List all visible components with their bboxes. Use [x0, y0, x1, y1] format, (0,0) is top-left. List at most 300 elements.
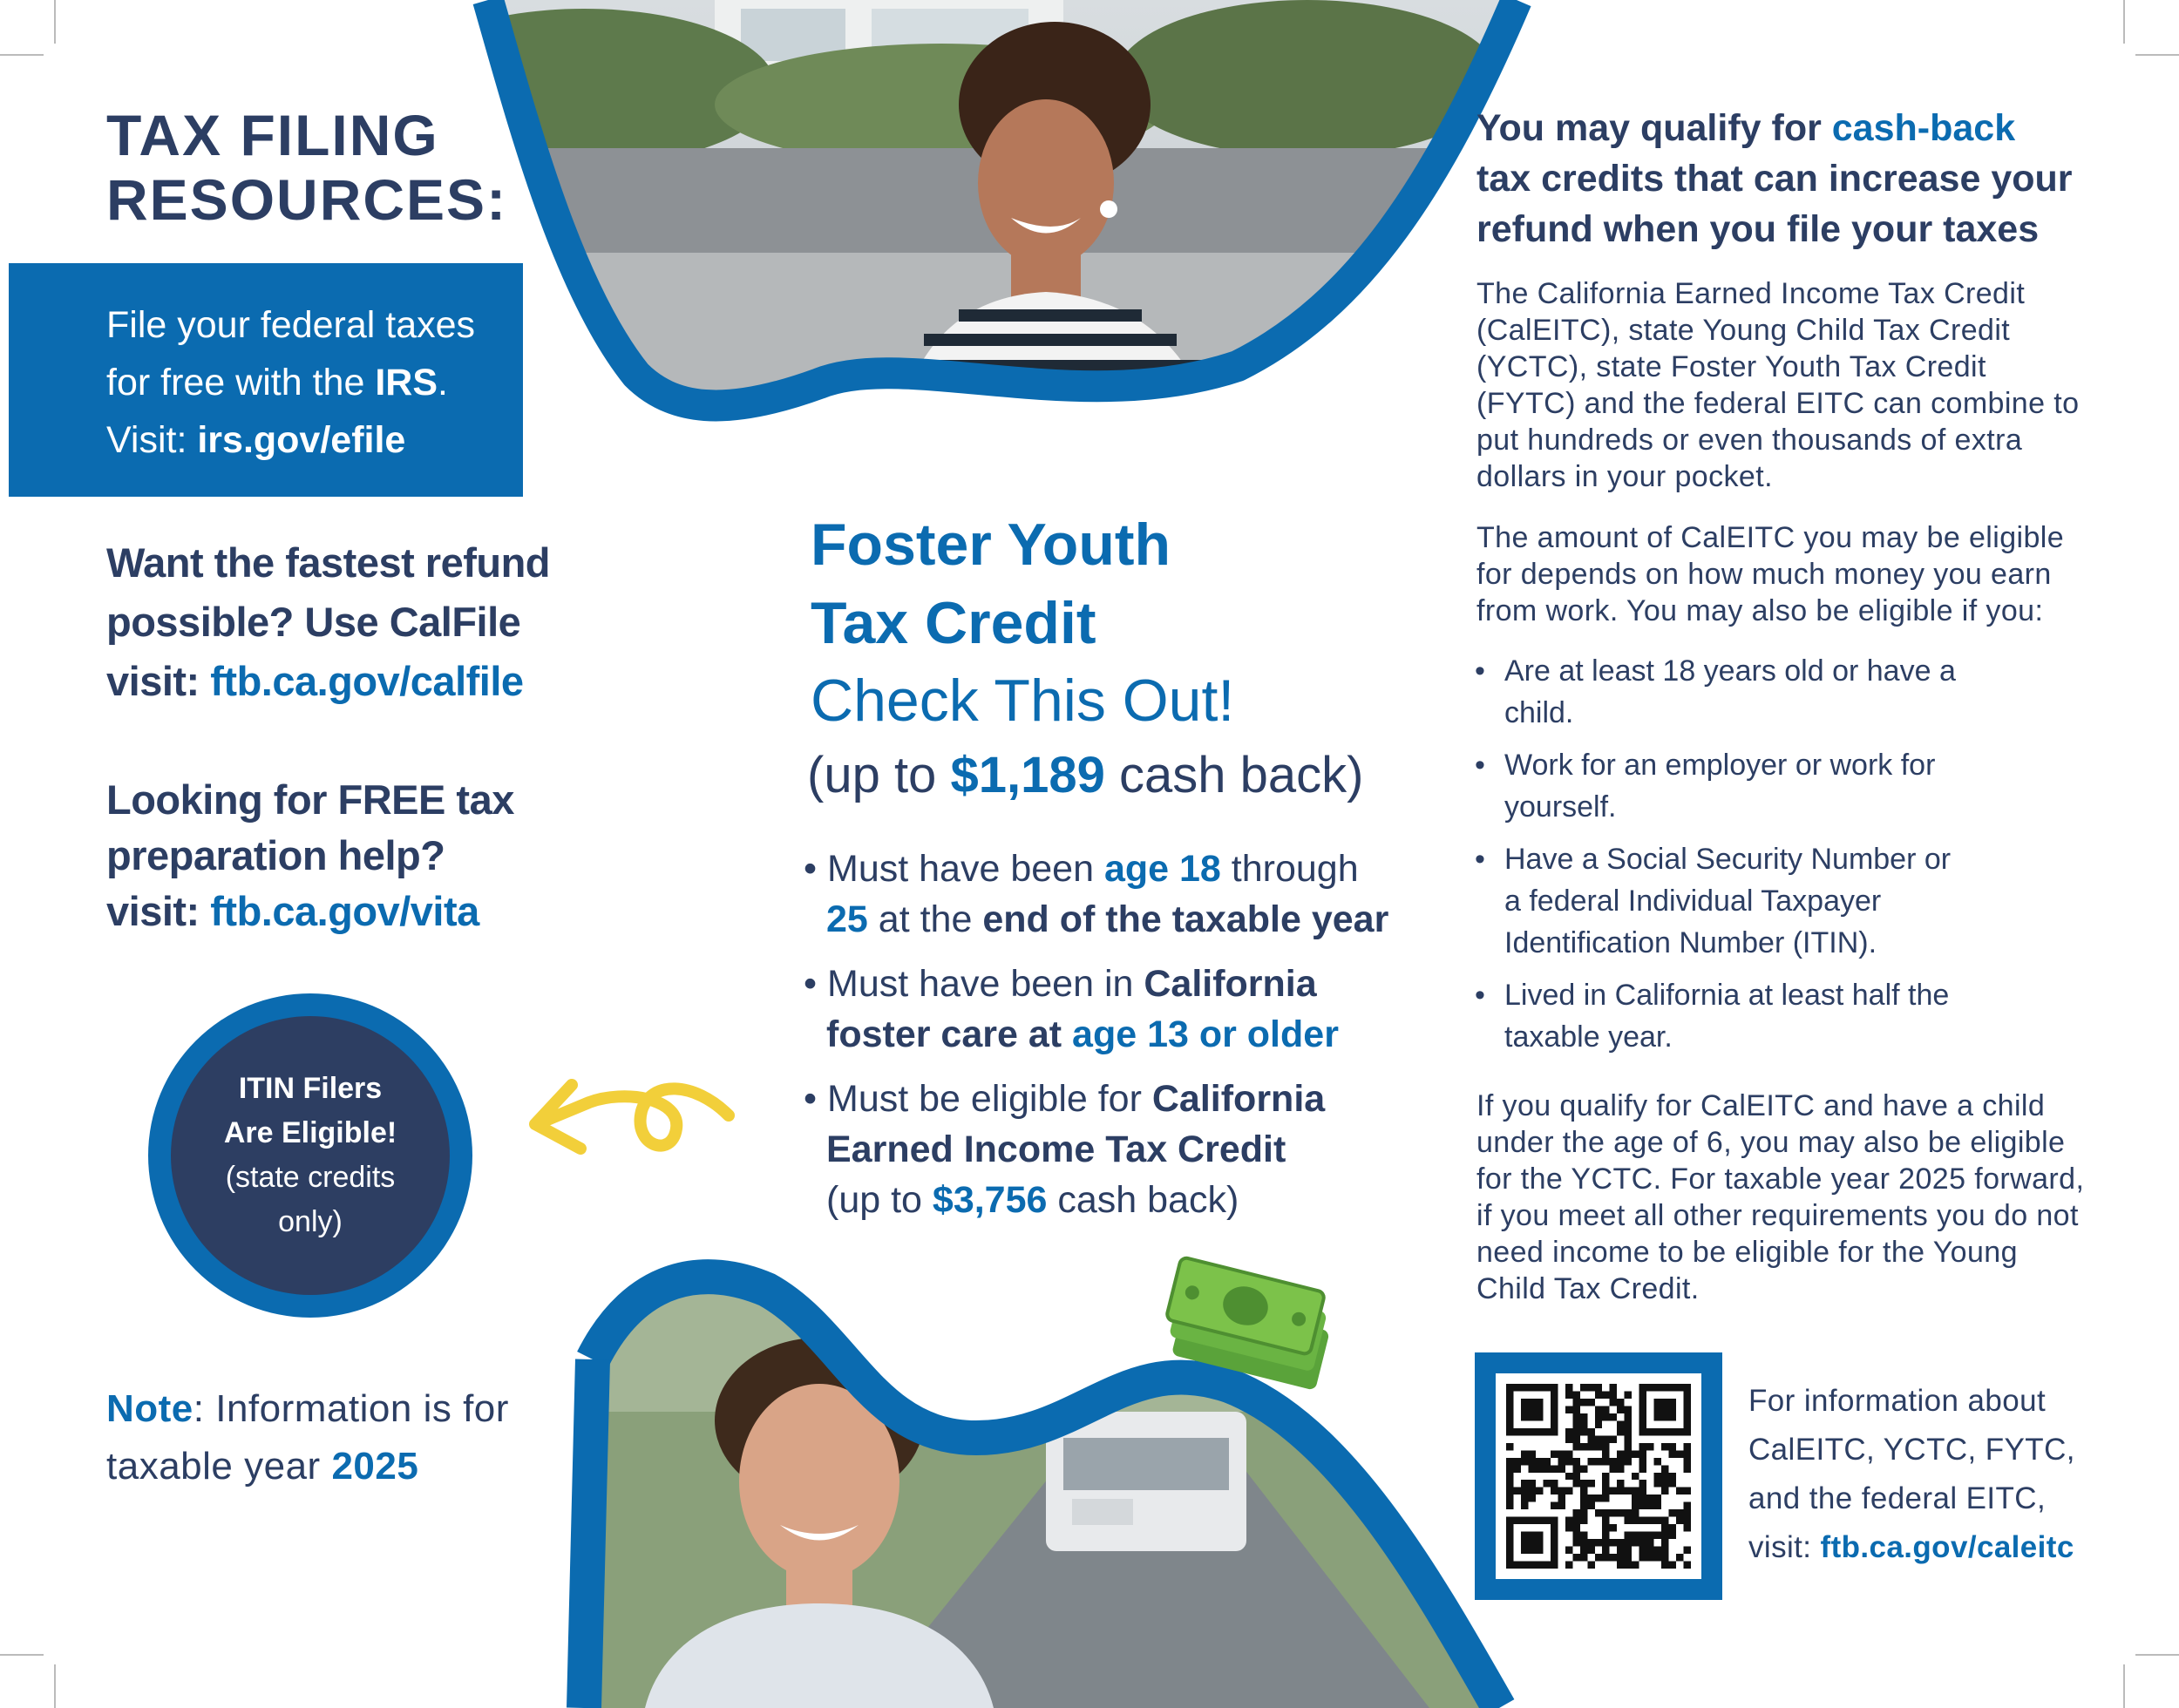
qr-module [1536, 1465, 1543, 1472]
qr-module [1684, 1465, 1691, 1472]
qr-module [1521, 1458, 1528, 1465]
qr-module [1646, 1547, 1653, 1554]
req-text: Must be eligible for [827, 1078, 1152, 1120]
qr-module [1580, 1509, 1587, 1516]
qr-module [1580, 1502, 1587, 1509]
qr-module [1646, 1539, 1653, 1546]
qr-module [1632, 1517, 1639, 1524]
qr-module [1684, 1450, 1691, 1457]
qr-module [1639, 1443, 1646, 1450]
qr-module [1572, 1532, 1579, 1539]
vita-line: Looking for FREE tax [106, 776, 514, 823]
qr-module [1602, 1480, 1609, 1487]
qr-module [1639, 1450, 1646, 1457]
qr-module [1565, 1488, 1572, 1494]
qr-module [1513, 1458, 1520, 1465]
qr-module [1610, 1384, 1617, 1391]
cash-text: cash back) [1104, 747, 1364, 803]
cash-text: (up to [807, 747, 951, 803]
qr-module [1654, 1473, 1661, 1480]
vita-link[interactable]: ftb.ca.gov/vita [210, 888, 479, 934]
qr-module [1565, 1524, 1572, 1531]
qr-module [1521, 1502, 1528, 1509]
qr-module [1661, 1562, 1668, 1569]
vita-block [106, 772, 560, 939]
qr-module [1661, 1532, 1668, 1539]
qr-module [1602, 1406, 1609, 1413]
cash-back-heading [1476, 103, 2104, 254]
cash-stack-icon [1156, 1251, 1349, 1391]
qr-module [1572, 1391, 1579, 1398]
qr-module [1513, 1488, 1520, 1494]
qr-module [1617, 1539, 1624, 1546]
req-highlight: age 18 [1103, 848, 1221, 890]
qr-module [1639, 1494, 1646, 1501]
qr-module [1565, 1473, 1572, 1480]
qr-module [1572, 1480, 1579, 1487]
qr-module [1536, 1488, 1543, 1494]
fytc-title-line: Tax Credit [811, 590, 1096, 656]
fytc-requirement-caleitc: • Must be eligible for California Earned Income Tax Credit (up to $3,756 cash back) [804, 1078, 1326, 1221]
qr-module [1654, 1547, 1661, 1554]
qr-module [1661, 1480, 1668, 1487]
qr-module [1632, 1473, 1639, 1480]
qr-module [1565, 1384, 1572, 1391]
list-item: • Have a Social Security Number or a federal Individual Taxpayer Identification Number (ITIN). [1475, 838, 1975, 964]
qr-module [1558, 1458, 1565, 1465]
qr-module [1669, 1524, 1676, 1531]
qr-module [1565, 1450, 1572, 1457]
qr-module [1625, 1539, 1632, 1546]
qr-module [1536, 1458, 1543, 1465]
qr-module [1558, 1450, 1565, 1457]
crop-mark [2123, 0, 2125, 44]
itin-line: Are Eligible! [223, 1116, 397, 1149]
qr-module [1551, 1450, 1558, 1457]
req-bold: end of the taxable year [982, 898, 1389, 940]
qr-module [1625, 1509, 1632, 1516]
qr-module [1602, 1554, 1609, 1561]
qr-module [1602, 1391, 1609, 1398]
qr-module [1602, 1494, 1609, 1501]
qr-module [1684, 1509, 1691, 1516]
qr-module [1595, 1420, 1602, 1427]
yellow-arrow-icon [519, 1063, 746, 1176]
qr-module [1506, 1465, 1513, 1472]
qr-module [1676, 1509, 1683, 1516]
qr-module [1551, 1502, 1558, 1509]
qr-module [1661, 1539, 1668, 1546]
qr-module [1661, 1443, 1668, 1450]
qr-module [1595, 1509, 1602, 1516]
qr-module [1580, 1465, 1587, 1472]
qr-module [1639, 1532, 1646, 1539]
req-text: through [1220, 848, 1359, 890]
qr-module [1521, 1488, 1528, 1494]
qr-module [1528, 1488, 1535, 1494]
fytc-requirement-foster-care: • Must have been in California foster care at age 13 or older [804, 963, 1339, 1055]
qr-module [1506, 1480, 1513, 1487]
qr-module [1580, 1547, 1587, 1554]
qr-module [1610, 1399, 1617, 1406]
qr-module [1580, 1413, 1587, 1420]
qr-module [1661, 1547, 1668, 1554]
qr-module [1528, 1450, 1535, 1457]
req-highlight: 25 [826, 898, 868, 940]
yctc-paragraph: If you qualify for CalEITC and have a child under the age of 6, you may also be eligible for the YCTC. For taxable year 2025 forward, if you meet all other requirements you do not need income to be eligible for the Young Child Tax Credit. [1476, 1089, 2085, 1305]
qr-info-line: and the federal EITC, [1748, 1481, 2047, 1515]
qr-module [1625, 1554, 1632, 1561]
vita-line [106, 884, 560, 939]
qr-module [1602, 1539, 1609, 1546]
qr-module [1602, 1509, 1609, 1516]
qr-module [1595, 1391, 1602, 1398]
qr-module [1587, 1494, 1594, 1501]
qr-module [1572, 1435, 1579, 1442]
calfile-link[interactable]: ftb.ca.gov/calfile [210, 658, 524, 704]
qr-module [1625, 1458, 1632, 1465]
qr-module [1580, 1399, 1587, 1406]
qr-module [1617, 1450, 1624, 1457]
qr-module [1565, 1458, 1572, 1465]
qr-module [1565, 1517, 1572, 1524]
qr-module [1595, 1413, 1602, 1420]
qr-module [1572, 1509, 1579, 1516]
qr-module [1602, 1517, 1609, 1524]
heading-line: tax credits that can increase your [1476, 158, 2073, 200]
qr-module [1617, 1554, 1624, 1561]
qr-module [1676, 1488, 1683, 1494]
qr-module [1602, 1443, 1609, 1450]
qr-module [1506, 1494, 1513, 1501]
qr-module [1595, 1406, 1602, 1413]
qr-module [1639, 1502, 1646, 1509]
qr-module [1639, 1465, 1646, 1472]
qr-module [1587, 1539, 1594, 1546]
qr-module [1610, 1391, 1617, 1398]
calfile-line [106, 652, 560, 711]
qr-module [1639, 1458, 1646, 1465]
note-line [106, 1380, 594, 1438]
qr-module [1610, 1413, 1617, 1420]
qr-module [1551, 1480, 1558, 1487]
qr-module [1543, 1480, 1550, 1487]
calfile-line: possible? Use CalFile [106, 599, 521, 645]
qr-module [1625, 1443, 1632, 1450]
qr-module [1565, 1562, 1572, 1569]
qr-module [1528, 1494, 1535, 1501]
qr-module [1580, 1420, 1587, 1427]
qr-module [1617, 1480, 1624, 1487]
qr-module [1632, 1450, 1639, 1457]
irs-text: Visit: [106, 419, 198, 461]
qr-module [1528, 1458, 1535, 1465]
qr-module [1572, 1473, 1579, 1480]
qr-module [1558, 1465, 1565, 1472]
qr-module [1572, 1443, 1579, 1450]
qr-finder [1521, 1399, 1543, 1420]
qr-module [1625, 1391, 1632, 1398]
qr-module [1528, 1465, 1535, 1472]
qr-module [1587, 1435, 1594, 1442]
qr-module [1639, 1547, 1646, 1554]
qr-module [1684, 1488, 1691, 1494]
eligibility-list [1475, 650, 2085, 1068]
qr-module [1580, 1384, 1587, 1391]
heading-line [1476, 103, 2104, 153]
req-bold: California [1144, 963, 1317, 1005]
qr-module [1602, 1547, 1609, 1554]
qr-module [1676, 1554, 1683, 1561]
qr-module [1558, 1488, 1565, 1494]
qr-module [1632, 1539, 1639, 1546]
qr-code[interactable] [1506, 1384, 1691, 1569]
qr-module [1572, 1524, 1579, 1531]
qr-module [1602, 1524, 1609, 1531]
qr-module [1625, 1517, 1632, 1524]
qr-module [1572, 1465, 1579, 1472]
qr-module [1602, 1435, 1609, 1442]
qr-module [1654, 1480, 1661, 1487]
irs-efile-box [9, 263, 523, 497]
qr-module [1654, 1458, 1661, 1465]
qr-module [1676, 1450, 1683, 1457]
crop-mark [54, 0, 56, 44]
irs-line: File your federal taxes [106, 304, 476, 346]
qr-module [1580, 1539, 1587, 1546]
qr-info-line [1748, 1523, 2097, 1572]
qr-module [1625, 1562, 1632, 1569]
qr-module [1669, 1562, 1676, 1569]
caleitc-link[interactable]: ftb.ca.gov/caleitc [1820, 1530, 2074, 1564]
qr-module [1587, 1384, 1594, 1391]
qr-module [1646, 1494, 1653, 1501]
resources-title-line: TAX FILING [106, 103, 439, 167]
list-item: • Are at least 18 years old or have a child. [1475, 650, 1975, 734]
qr-module [1572, 1399, 1579, 1406]
qr-module [1602, 1532, 1609, 1539]
itin-line: ITIN Filers [238, 1072, 383, 1105]
qr-module [1521, 1494, 1528, 1501]
qr-module [1587, 1443, 1594, 1450]
qr-module [1580, 1480, 1587, 1487]
crop-mark [2135, 1654, 2179, 1656]
qr-module [1684, 1517, 1691, 1524]
qr-module [1661, 1465, 1668, 1472]
qr-module [1558, 1494, 1565, 1501]
vita-text: visit: [106, 888, 211, 934]
qr-module [1617, 1488, 1624, 1494]
qr-module [1572, 1413, 1579, 1420]
qr-module [1617, 1406, 1624, 1413]
qr-module [1587, 1562, 1594, 1569]
qr-module [1513, 1465, 1520, 1472]
qr-module [1602, 1450, 1609, 1457]
qr-module [1617, 1420, 1624, 1427]
qr-module [1625, 1435, 1632, 1442]
qr-module [1639, 1539, 1646, 1546]
qr-module [1625, 1450, 1632, 1457]
qr-module [1580, 1494, 1587, 1501]
qr-module [1506, 1488, 1513, 1494]
vita-line: preparation help? [106, 832, 445, 878]
list-item: • Lived in California at least half the taxable year. [1475, 974, 1975, 1058]
qr-module [1654, 1517, 1661, 1524]
itin-badge [171, 1016, 450, 1295]
req-highlight: $3,756 [932, 1179, 1048, 1221]
qr-module [1625, 1420, 1632, 1427]
caleitc-eligibility-paragraph: The amount of CalEITC you may be eligible for depends on how much money you earn from work. You may also be eligible if you: [1476, 521, 2065, 627]
qr-module [1595, 1494, 1602, 1501]
qr-module [1558, 1502, 1565, 1509]
cash-amount: $1,189 [950, 747, 1105, 803]
calfile-block [106, 533, 560, 711]
qr-finder [1654, 1399, 1676, 1420]
qr-module [1595, 1554, 1602, 1561]
qr-module [1587, 1480, 1594, 1487]
calfile-text: visit: [106, 658, 211, 704]
qr-module [1669, 1443, 1676, 1450]
qr-module [1565, 1406, 1572, 1413]
req-text: at the [867, 898, 983, 940]
crop-mark [0, 1654, 44, 1656]
qr-module [1661, 1517, 1668, 1524]
qr-module [1654, 1502, 1661, 1509]
qr-info-text-part: visit: [1748, 1530, 1821, 1564]
qr-module [1572, 1420, 1579, 1427]
req-text: (up to [826, 1179, 933, 1221]
qr-info-line: For information about [1748, 1384, 2047, 1418]
qr-module [1572, 1517, 1579, 1524]
crop-mark [2123, 1664, 2125, 1708]
qr-module [1610, 1554, 1617, 1561]
qr-module [1654, 1532, 1661, 1539]
qr-module [1587, 1399, 1594, 1406]
qr-module [1676, 1517, 1683, 1524]
qr-module [1580, 1428, 1587, 1435]
qr-module [1565, 1547, 1572, 1554]
qr-module [1580, 1443, 1587, 1450]
qr-module [1669, 1473, 1676, 1480]
calfile-line: Want the fastest refund [106, 539, 551, 586]
qr-module [1632, 1532, 1639, 1539]
qr-module [1610, 1458, 1617, 1465]
qr-module [1521, 1480, 1528, 1487]
check-this-out: Check This Out! [811, 668, 1235, 734]
irs-name: IRS [375, 362, 438, 403]
qr-module [1669, 1509, 1676, 1516]
irs-efile-link[interactable]: irs.gov/efile [197, 419, 406, 461]
qr-module [1572, 1554, 1579, 1561]
qr-module [1661, 1524, 1668, 1531]
heading-highlight: cash-back [1831, 107, 2016, 149]
qr-module [1587, 1547, 1594, 1554]
qr-module [1625, 1532, 1632, 1539]
qr-module [1580, 1517, 1587, 1524]
qr-module [1595, 1539, 1602, 1546]
qr-module [1580, 1488, 1587, 1494]
qr-module [1684, 1524, 1691, 1531]
req-bold: California [1151, 1078, 1326, 1120]
resources-title-line: RESOURCES: [106, 167, 508, 232]
fytc-title-line: Foster Youth [811, 512, 1171, 578]
crop-mark [54, 1664, 56, 1708]
qr-module [1684, 1562, 1691, 1569]
qr-module [1684, 1458, 1691, 1465]
heading-line: refund when you file your taxes [1476, 208, 2040, 250]
qr-module [1610, 1435, 1617, 1442]
qr-module [1625, 1547, 1632, 1554]
qr-module [1617, 1509, 1624, 1516]
photo-smiling-young-man [558, 1237, 1534, 1708]
qr-module [1632, 1488, 1639, 1494]
qr-module [1654, 1554, 1661, 1561]
qr-module [1617, 1399, 1624, 1406]
list-item: • Work for an employer or work for yourself. [1475, 744, 1975, 828]
fytc-cash-back [807, 741, 1417, 810]
qr-module [1572, 1539, 1579, 1546]
qr-module [1587, 1428, 1594, 1435]
qr-module [1580, 1554, 1587, 1561]
qr-module [1632, 1494, 1639, 1501]
qr-module [1610, 1539, 1617, 1546]
qr-module [1684, 1443, 1691, 1450]
qr-module [1617, 1458, 1624, 1465]
fytc-requirement-age: • Must have been age 18 through 25 at the end of the taxable year [804, 848, 1389, 940]
qr-module [1602, 1488, 1609, 1494]
itin-line: (state credits [225, 1161, 396, 1194]
qr-module [1506, 1443, 1513, 1450]
qr-module [1610, 1524, 1617, 1531]
note-text: taxable year [106, 1445, 332, 1488]
qr-module [1580, 1532, 1587, 1539]
note-label: Note [106, 1387, 193, 1430]
qr-module [1632, 1502, 1639, 1509]
note-text: : Information is for [193, 1387, 509, 1430]
qr-finder [1521, 1532, 1543, 1554]
qr-module [1617, 1428, 1624, 1435]
qr-module [1617, 1547, 1624, 1554]
qr-module [1587, 1502, 1594, 1509]
qr-module [1543, 1465, 1550, 1472]
qr-module [1639, 1480, 1646, 1487]
note [106, 1380, 594, 1495]
qr-module [1639, 1554, 1646, 1561]
qr-module [1595, 1435, 1602, 1442]
qr-module [1625, 1406, 1632, 1413]
heading-text: You may qualify for [1476, 107, 1832, 149]
qr-module [1572, 1458, 1579, 1465]
qr-module [1639, 1488, 1646, 1494]
qr-module [1661, 1488, 1668, 1494]
qr-module [1625, 1413, 1632, 1420]
qr-module [1610, 1488, 1617, 1494]
qr-module [1669, 1450, 1676, 1457]
qr-module [1587, 1458, 1594, 1465]
qr-module [1610, 1509, 1617, 1516]
irs-text: . [438, 362, 448, 403]
qr-module [1565, 1391, 1572, 1398]
qr-module [1572, 1428, 1579, 1435]
qr-module [1565, 1428, 1572, 1435]
qr-module [1669, 1532, 1676, 1539]
req-highlight: age 13 or older [1072, 1013, 1339, 1055]
qr-module [1646, 1532, 1653, 1539]
qr-module [1646, 1517, 1653, 1524]
qr-module [1595, 1443, 1602, 1450]
crop-mark [0, 54, 44, 56]
qr-module [1661, 1473, 1668, 1480]
